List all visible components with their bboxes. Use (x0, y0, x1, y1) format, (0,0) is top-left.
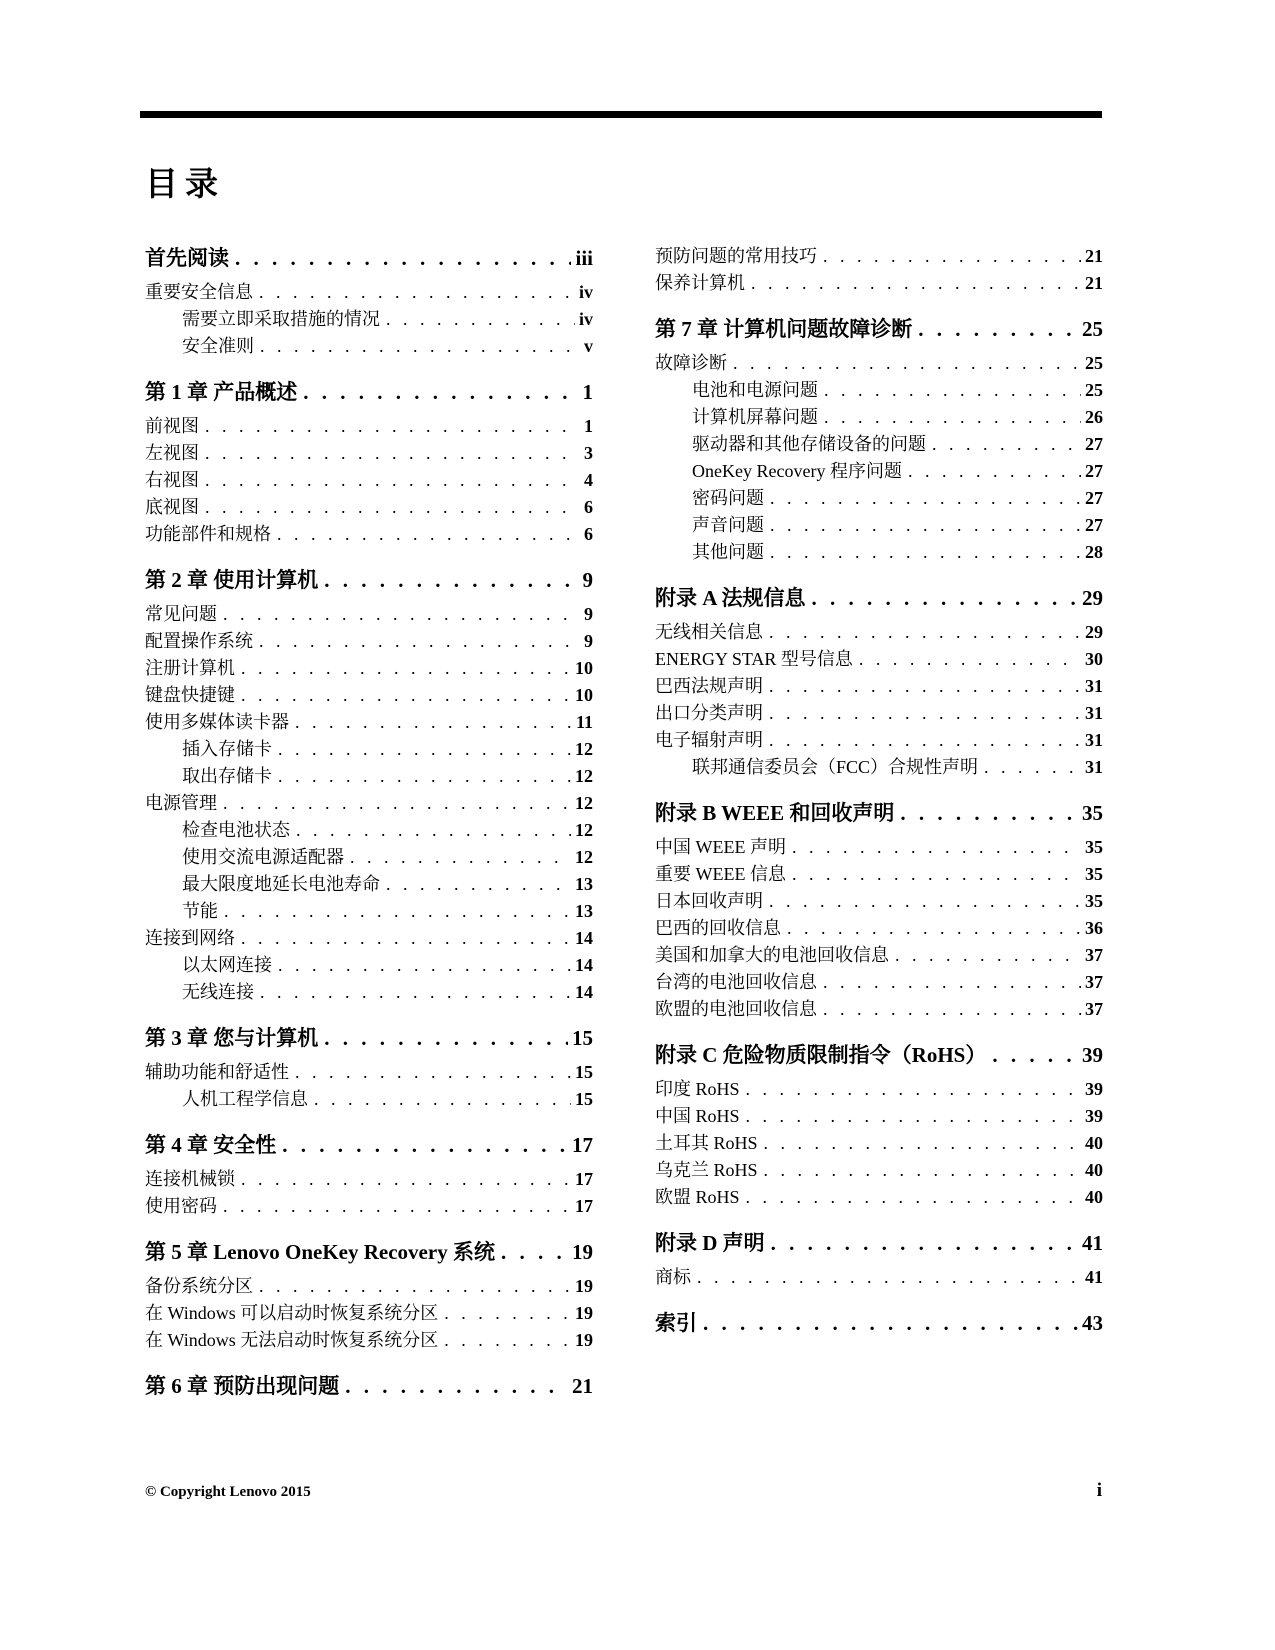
toc-entry-page: 12 (575, 847, 593, 867)
toc-dot-leader (295, 709, 572, 736)
toc-dot-leader (259, 279, 575, 306)
toc-entry (145, 1086, 593, 1113)
toc-entry-page: 27 (1085, 488, 1103, 508)
toc-dot-leader (241, 655, 571, 682)
toc-entry (655, 431, 1103, 458)
toc-entry-label: 电子辐射声明 (655, 730, 763, 750)
toc-dot-leader (277, 521, 580, 548)
toc-entry-page: iii (575, 246, 593, 270)
toc-columns (145, 243, 1103, 1407)
toc-entry-label: 功能部件和规格 (145, 524, 271, 544)
toc-dot-leader (769, 727, 1081, 754)
toc-entry-page: 14 (575, 928, 593, 948)
toc-entry (655, 673, 1103, 700)
toc-entry-label: 无线连接 (182, 982, 254, 1002)
toc-entry (145, 467, 593, 494)
toc-entry-page: 17 (575, 1196, 593, 1216)
toc-dot-leader (205, 494, 580, 521)
toc-entry-label: 在 Windows 可以启动时恢复系统分区 (145, 1303, 439, 1323)
toc-entry (145, 682, 593, 709)
toc-dot-leader (223, 601, 580, 628)
toc-entry (655, 861, 1103, 888)
toc-entry-label: 最大限度地延长电池寿命 (182, 874, 380, 894)
toc-entry (145, 1273, 593, 1300)
toc-dot-leader (260, 979, 571, 1006)
toc-entry (655, 270, 1103, 297)
toc-dot-leader (984, 754, 1081, 781)
toc-entry (655, 458, 1103, 485)
toc-entry (655, 377, 1103, 404)
toc-entry (145, 871, 593, 898)
toc-dot-leader (386, 306, 575, 333)
toc-entry-page: 1 (582, 380, 593, 404)
toc-dot-leader (746, 1184, 1081, 1211)
toc-dot-leader (260, 333, 580, 360)
toc-dot-leader (278, 763, 571, 790)
toc-entry (145, 306, 593, 333)
toc-entry (655, 243, 1103, 270)
toc-column-left (145, 243, 593, 1407)
toc-entry-label: 欧盟 RoHS (655, 1187, 740, 1207)
toc-entry (145, 790, 593, 817)
toc-entry-page: 40 (1085, 1160, 1103, 1180)
toc-entry-label: 辅助功能和舒适性 (145, 1062, 289, 1082)
toc-entry-label: 声音问题 (692, 515, 764, 535)
toc-entry-page: iv (578, 282, 593, 302)
toc-entry (655, 1040, 1103, 1070)
toc-entry (655, 942, 1103, 969)
toc-entry (145, 1193, 593, 1220)
toc-dot-leader (823, 996, 1081, 1023)
toc-entry (655, 1130, 1103, 1157)
toc-dot-leader (824, 404, 1081, 431)
toc-entry (655, 1228, 1103, 1258)
toc-entry-page: 35 (1085, 837, 1103, 857)
toc-entry (655, 1103, 1103, 1130)
toc-entry-label: 预防问题的常用技巧 (655, 246, 817, 266)
toc-entry-page: 40 (1085, 1187, 1103, 1207)
toc-entry (145, 817, 593, 844)
toc-entry (145, 601, 593, 628)
toc-entry-label: 中国 WEEE 声明 (655, 837, 786, 857)
toc-entry-label: 第 5 章 Lenovo OneKey Recovery 系统 (145, 1240, 495, 1264)
toc-entry-page: 25 (1085, 380, 1103, 400)
toc-entry-page: 15 (575, 1062, 593, 1082)
toc-entry-page: 43 (1082, 1311, 1103, 1335)
toc-entry-label: 第 3 章 您与计算机 (145, 1026, 319, 1050)
toc-entry-label: 附录 A 法规信息 (655, 586, 806, 610)
toc-entry (655, 485, 1103, 512)
toc-entry-label: 巴西法规声明 (655, 676, 763, 696)
toc-entry-page: 31 (1085, 676, 1103, 696)
toc-entry-label: 索引 (655, 1311, 697, 1335)
toc-entry-page: 21 (1085, 273, 1103, 293)
toc-entry-label: 其他问题 (692, 542, 764, 562)
toc-entry-label: 重要 WEEE 信息 (655, 864, 786, 884)
toc-dot-leader (908, 458, 1081, 485)
toc-entry (145, 521, 593, 548)
toc-entry (145, 377, 593, 407)
toc-entry-label: 人机工程学信息 (182, 1089, 308, 1109)
toc-entry-label: 第 6 章 预防出现问题 (145, 1374, 340, 1398)
toc-entry-label: 第 2 章 使用计算机 (145, 568, 319, 592)
toc-dot-leader (501, 1237, 568, 1267)
toc-dot-leader (324, 1023, 568, 1053)
toc-entry (145, 1166, 593, 1193)
toc-entry-page: 19 (575, 1276, 593, 1296)
toc-dot-leader (824, 377, 1081, 404)
toc-entry-page: 37 (1085, 972, 1103, 992)
toc-dot-leader (746, 1103, 1081, 1130)
toc-dot-leader (823, 243, 1081, 270)
toc-entry (145, 736, 593, 763)
toc-dot-leader (350, 844, 571, 871)
toc-entry (655, 512, 1103, 539)
toc-entry-page: 9 (584, 631, 593, 651)
toc-entry-page: 27 (1085, 461, 1103, 481)
toc-entry-page: 29 (1082, 586, 1103, 610)
toc-entry-page: 14 (575, 982, 593, 1002)
toc-entry-page: 40 (1085, 1133, 1103, 1153)
toc-entry-label: 节能 (182, 901, 218, 921)
toc-entry (145, 952, 593, 979)
toc-entry-page: 39 (1085, 1079, 1103, 1099)
toc-entry-page: 17 (575, 1169, 593, 1189)
toc-dot-leader (746, 1076, 1081, 1103)
toc-dot-leader (444, 1300, 571, 1327)
toc-dot-leader (703, 1308, 1078, 1338)
toc-entry-page: 26 (1085, 407, 1103, 427)
toc-entry-label: 巴西的回收信息 (655, 918, 781, 938)
toc-entry-label: 键盘快捷键 (145, 685, 235, 705)
toc-entry (655, 314, 1103, 344)
toc-entry-label: 保养计算机 (655, 273, 745, 293)
toc-entry (655, 1157, 1103, 1184)
toc-entry (655, 646, 1103, 673)
toc-entry-label: 连接到网络 (145, 928, 235, 948)
toc-entry-page: 12 (575, 766, 593, 786)
toc-entry-page: 31 (1085, 703, 1103, 723)
toc-entry-label: 出口分类声明 (655, 703, 763, 723)
toc-dot-leader (769, 673, 1081, 700)
toc-entry-label: OneKey Recovery 程序问题 (692, 461, 902, 481)
toc-entry-label: 联邦通信委员会（FCC）合规性声明 (692, 757, 979, 777)
toc-entry-page: 6 (584, 524, 593, 544)
toc-entry-label: 台湾的电池回收信息 (655, 972, 817, 992)
toc-entry (655, 1076, 1103, 1103)
toc-entry-label: 使用交流电源适配器 (182, 847, 344, 867)
toc-dot-leader (295, 1059, 571, 1086)
toc-entry-page: 11 (575, 712, 593, 732)
toc-entry-page: 14 (575, 955, 593, 975)
toc-dot-leader (769, 619, 1081, 646)
toc-entry-label: 附录 B WEEE 和回收声明 (655, 801, 895, 825)
toc-dot-leader (259, 628, 580, 655)
toc-entry (145, 494, 593, 521)
toc-dot-leader (241, 925, 571, 952)
toc-entry (145, 565, 593, 595)
toc-entry-page: 21 (1085, 246, 1103, 266)
toc-dot-leader (205, 413, 580, 440)
toc-dot-leader (770, 539, 1081, 566)
toc-dot-leader (751, 270, 1081, 297)
page-title: 目录 (145, 167, 225, 203)
toc-entry-label: 使用密码 (145, 1196, 217, 1216)
toc-entry-page: 6 (584, 497, 593, 517)
toc-entry (655, 1264, 1103, 1291)
toc-entry-page: 12 (575, 793, 593, 813)
toc-entry (655, 583, 1103, 613)
toc-entry (145, 1130, 593, 1160)
toc-entry-page: 41 (1085, 1267, 1103, 1287)
toc-entry-label: 重要安全信息 (145, 282, 253, 302)
toc-entry-label: 以太网连接 (182, 955, 272, 975)
toc-entry-label: 美国和加拿大的电池回收信息 (655, 945, 889, 965)
toc-dot-leader (241, 1166, 571, 1193)
toc-entry-page: 25 (1082, 317, 1103, 341)
toc-dot-leader (792, 834, 1081, 861)
toc-dot-leader (764, 1157, 1081, 1184)
toc-entry-page: 19 (572, 1240, 593, 1264)
toc-entry-label: 附录 D 声明 (655, 1231, 765, 1255)
toc-entry-label: 无线相关信息 (655, 622, 763, 642)
toc-dot-leader (764, 1130, 1081, 1157)
toc-dot-leader (314, 1086, 571, 1113)
toc-entry-page: 4 (584, 470, 593, 490)
toc-dot-leader (770, 512, 1081, 539)
toc-entry (145, 333, 593, 360)
toc-entry-page: 27 (1085, 515, 1103, 535)
toc-entry-page: 39 (1085, 1106, 1103, 1126)
toc-entry-page: iv (578, 309, 593, 329)
toc-entry-label: 取出存储卡 (182, 766, 272, 786)
toc-entry-page: 30 (1085, 649, 1103, 669)
toc-entry (145, 279, 593, 306)
toc-entry-page: 37 (1085, 945, 1103, 965)
toc-entry (655, 798, 1103, 828)
toc-entry-label: 印度 RoHS (655, 1079, 740, 1099)
toc-entry-label: 商标 (655, 1267, 691, 1287)
toc-entry (145, 1059, 593, 1086)
toc-entry (655, 754, 1103, 781)
toc-entry (145, 413, 593, 440)
page-footer (145, 1480, 1102, 1502)
toc-entry-page: 29 (1085, 622, 1103, 642)
toc-dot-leader (792, 861, 1081, 888)
toc-entry-page: 25 (1085, 353, 1103, 373)
toc-dot-leader (282, 1130, 568, 1160)
toc-entry-page: 12 (575, 739, 593, 759)
toc-entry (655, 350, 1103, 377)
toc-entry-label: 在 Windows 无法启动时恢复系统分区 (145, 1330, 439, 1350)
toc-entry-page: 12 (575, 820, 593, 840)
toc-entry-page: 17 (572, 1133, 593, 1157)
toc-dot-leader (895, 942, 1081, 969)
toc-entry-label: 故障诊断 (655, 353, 727, 373)
toc-entry (655, 834, 1103, 861)
toc-dot-leader (223, 1193, 571, 1220)
toc-entry-label: 前视图 (145, 416, 199, 436)
toc-entry-label: 第 4 章 安全性 (145, 1133, 277, 1157)
toc-entry-label: 配置操作系统 (145, 631, 253, 651)
toc-entry-label: 需要立即采取措施的情况 (182, 309, 380, 329)
toc-dot-leader (992, 1040, 1078, 1070)
toc-entry-label: 乌克兰 RoHS (655, 1160, 758, 1180)
toc-entry (145, 440, 593, 467)
toc-dot-leader (278, 952, 571, 979)
toc-entry-page: 28 (1085, 542, 1103, 562)
toc-entry (655, 996, 1103, 1023)
toc-entry-page: 39 (1082, 1043, 1103, 1067)
toc-dot-leader (823, 969, 1081, 996)
toc-dot-leader (296, 817, 571, 844)
toc-entry (655, 969, 1103, 996)
toc-entry (145, 763, 593, 790)
toc-entry-label: 日本回收声明 (655, 891, 763, 911)
toc-dot-leader (303, 377, 578, 407)
toc-entry-page: 37 (1085, 999, 1103, 1019)
toc-entry (145, 1371, 593, 1401)
folio-page-number: i (1096, 1480, 1102, 1501)
toc-entry-page: 31 (1085, 757, 1103, 777)
toc-entry (655, 539, 1103, 566)
toc-entry-label: 第 1 章 产品概述 (145, 380, 298, 404)
toc-dot-leader (697, 1264, 1081, 1291)
toc-dot-leader (205, 440, 580, 467)
toc-entry-label: 第 7 章 计算机问题故障诊断 (655, 317, 913, 341)
toc-entry-label: 土耳其 RoHS (655, 1133, 758, 1153)
toc-entry (145, 925, 593, 952)
toc-dot-leader (324, 565, 578, 595)
toc-entry-page: 15 (572, 1026, 593, 1050)
toc-entry-page: 21 (572, 1374, 593, 1398)
toc-entry-label: 左视图 (145, 443, 199, 463)
toc-entry (655, 700, 1103, 727)
toc-entry-label: 驱动器和其他存储设备的问题 (692, 434, 926, 454)
toc-dot-leader (444, 1327, 571, 1354)
toc-entry (145, 1327, 593, 1354)
toc-entry (655, 1184, 1103, 1211)
toc-entry-page: 35 (1085, 891, 1103, 911)
toc-dot-leader (918, 314, 1078, 344)
toc-entry (145, 655, 593, 682)
toc-entry-label: 计算机屏幕问题 (692, 407, 818, 427)
toc-entry-page: 35 (1082, 801, 1103, 825)
toc-entry (145, 709, 593, 736)
toc-entry-page: 9 (584, 604, 593, 624)
toc-entry-page: v (584, 336, 593, 356)
toc-dot-leader (205, 467, 580, 494)
toc-entry-page: 10 (575, 658, 593, 678)
toc-entry-label: ENERGY STAR 型号信息 (655, 649, 853, 669)
toc-column-right (655, 243, 1103, 1407)
toc-dot-leader (278, 736, 571, 763)
toc-entry (145, 1300, 593, 1327)
toc-entry (655, 404, 1103, 431)
toc-dot-leader (770, 485, 1081, 512)
toc-dot-leader (386, 871, 571, 898)
toc-dot-leader (859, 646, 1081, 673)
toc-dot-leader (771, 1228, 1078, 1258)
toc-entry (145, 243, 593, 273)
toc-entry (655, 1308, 1103, 1338)
toc-entry (145, 1023, 593, 1053)
toc-entry-label: 注册计算机 (145, 658, 235, 678)
toc-entry-label: 电池和电源问题 (692, 380, 818, 400)
copyright-notice: © Copyright Lenovo 2015 (145, 1484, 311, 1500)
toc-entry-page: 1 (584, 416, 593, 436)
toc-entry (145, 898, 593, 925)
toc-entry (655, 888, 1103, 915)
toc-dot-leader (241, 682, 571, 709)
toc-entry-label: 首先阅读 (145, 246, 229, 270)
toc-dot-leader (259, 1273, 571, 1300)
toc-entry-page: 27 (1085, 434, 1103, 454)
toc-dot-leader (345, 1371, 568, 1401)
toc-entry-page: 31 (1085, 730, 1103, 750)
toc-dot-leader (900, 798, 1078, 828)
toc-entry-page: 19 (575, 1303, 593, 1323)
toc-entry-page: 13 (575, 874, 593, 894)
toc-entry-page: 3 (584, 443, 593, 463)
toc-dot-leader (769, 888, 1081, 915)
toc-dot-leader (224, 898, 571, 925)
toc-entry (145, 979, 593, 1006)
toc-dot-leader (932, 431, 1081, 458)
toc-entry (655, 619, 1103, 646)
toc-entry-label: 中国 RoHS (655, 1106, 740, 1126)
toc-dot-leader (812, 583, 1078, 613)
toc-entry (655, 915, 1103, 942)
toc-entry-page: 41 (1082, 1231, 1103, 1255)
toc-entry-page: 9 (582, 568, 593, 592)
toc-entry (145, 628, 593, 655)
top-rule (140, 111, 1102, 118)
toc-entry (145, 844, 593, 871)
toc-entry (655, 727, 1103, 754)
toc-entry-page: 36 (1085, 918, 1103, 938)
toc-dot-leader (787, 915, 1081, 942)
toc-dot-leader (235, 243, 571, 273)
toc-dot-leader (223, 790, 571, 817)
toc-entry-label: 备份系统分区 (145, 1276, 253, 1296)
toc-entry-page: 19 (575, 1330, 593, 1350)
toc-entry-page: 35 (1085, 864, 1103, 884)
toc-entry-label: 电源管理 (145, 793, 217, 813)
toc-entry (145, 1237, 593, 1267)
toc-entry-label: 使用多媒体读卡器 (145, 712, 289, 732)
toc-dot-leader (733, 350, 1081, 377)
toc-dot-leader (769, 700, 1081, 727)
toc-entry-label: 底视图 (145, 497, 199, 517)
toc-entry-label: 检查电池状态 (182, 820, 290, 840)
toc-entry-label: 右视图 (145, 470, 199, 490)
toc-entry-label: 安全准则 (182, 336, 254, 356)
toc-entry-page: 13 (575, 901, 593, 921)
toc-entry-label: 插入存储卡 (182, 739, 272, 759)
toc-entry-label: 欧盟的电池回收信息 (655, 999, 817, 1019)
toc-entry-label: 常见问题 (145, 604, 217, 624)
toc-entry-label: 密码问题 (692, 488, 764, 508)
toc-entry-page: 15 (575, 1089, 593, 1109)
toc-entry-label: 连接机械锁 (145, 1169, 235, 1189)
toc-entry-page: 10 (575, 685, 593, 705)
toc-entry-label: 附录 C 危险物质限制指令（RoHS） (655, 1043, 987, 1067)
